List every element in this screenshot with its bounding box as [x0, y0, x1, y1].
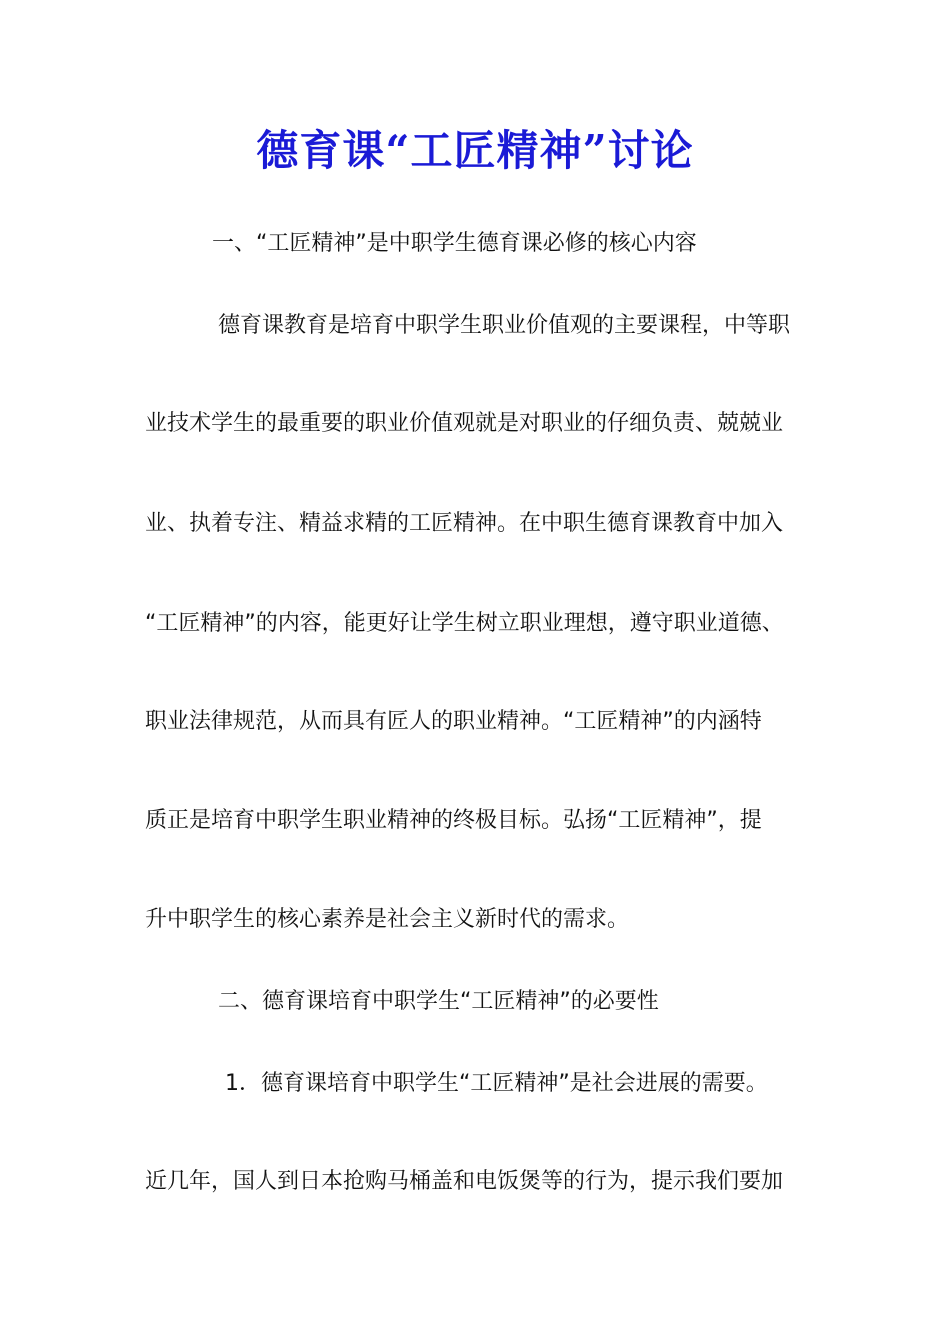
paragraph-line: “工匠精神”的内容，能更好让学生树立职业理想，遵守职业道德、 — [145, 611, 784, 636]
paragraph-line: 业技术学生的最重要的职业价值观就是对职业的仔细负责、兢兢业 — [145, 411, 784, 436]
paragraph-line: 升中职学生的核心素养是社会主义新时代的需求。 — [145, 907, 630, 932]
paragraph-line: 职业法律规范，从而具有匠人的职业精神。“工匠精神”的内涵特 — [145, 709, 762, 734]
subheading-item-1: 1．德育课培育中职学生“工匠精神”是社会进展的需要。 — [225, 1071, 768, 1096]
paragraph-line: 业、执着专注、精益求精的工匠精神。在中职生德育课教育中加入 — [145, 511, 784, 536]
paragraph-line: 质正是培育中职学生职业精神的终极目标。弘扬“工匠精神”，提 — [145, 808, 762, 833]
document-title: 德育课“工匠精神”讨论 — [256, 126, 694, 175]
heading-section-2: 二、德育课培育中职学生“工匠精神”的必要性 — [218, 989, 659, 1014]
paragraph-line: 近几年，国人到日本抢购马桶盖和电饭煲等的行为，提示我们要加 — [145, 1169, 784, 1194]
heading-section-1: 一、“工匠精神”是中职学生德育课必修的核心内容 — [212, 231, 697, 256]
paragraph-line: 德育课教育是培育中职学生职业价值观的主要课程，中等职 — [218, 313, 791, 338]
